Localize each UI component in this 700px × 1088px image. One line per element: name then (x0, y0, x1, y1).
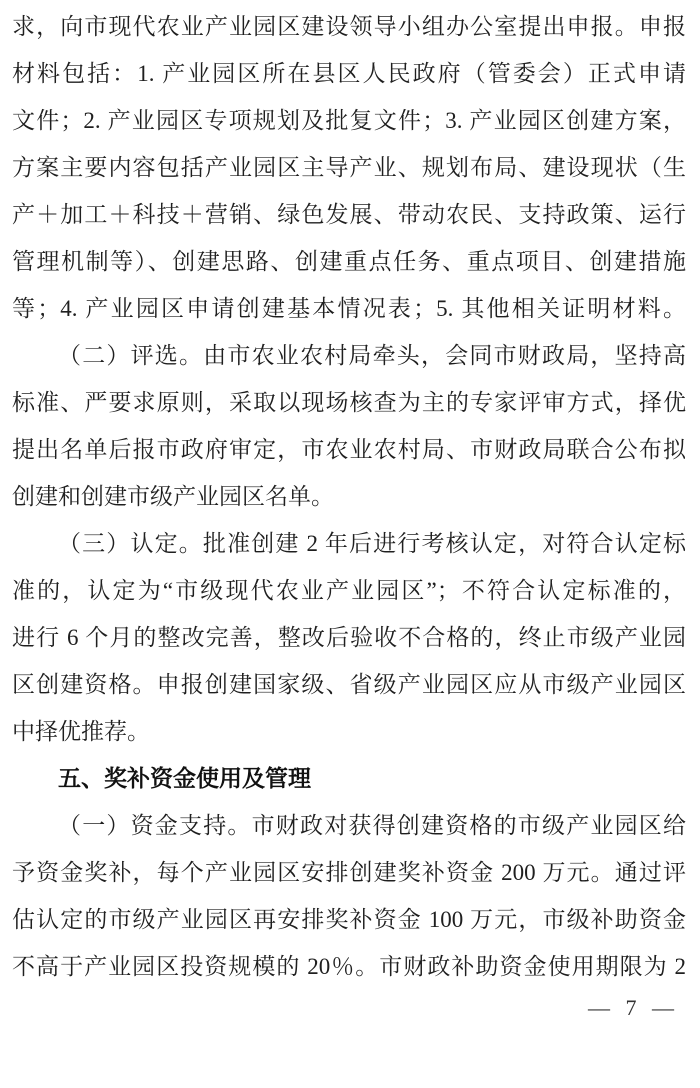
document-line: 产＋加工＋科技＋营销、绿色发展、带动农民、支持政策、运行 (12, 202, 686, 227)
document-line: 标准、严要求原则，采取以现场核查为主的专家评审方式，择优 (12, 390, 686, 415)
document-line: 不高于产业园区投资规模的 20％。市财政补助资金使用期限为 2 (12, 954, 686, 979)
document-line: 估认定的市级产业园区再安排奖补资金 100 万元，市级补助资金 (12, 907, 686, 932)
document-line: 方案主要内容包括产业园区主导产业、规划布局、建设现状（生 (12, 155, 686, 180)
document-line: 予资金奖补，每个产业园区安排创建奖补资金 200 万元。通过评 (12, 860, 686, 885)
document-line: 提出名单后报市政府审定，市农业农村局、市财政局联合公布拟 (12, 437, 686, 462)
document-line-paragraph-end: 中择优推荐。 (12, 719, 150, 744)
document-line-paragraph-end: 创建和创建市级产业园区名单。 (12, 484, 334, 509)
document-line: 材料包括：1. 产业园区所在县区人民政府（管委会）正式申请 (12, 61, 686, 86)
document-line-paragraph-start: （三）认定。批准创建 2 年后进行考核认定，对符合认定标 (58, 531, 686, 556)
document-line-paragraph-start: （一）资金支持。市财政对获得创建资格的市级产业园区给 (58, 813, 686, 838)
document-line: 准的，认定为“市级现代农业产业园区”；不符合认定标准的， (12, 578, 686, 603)
document-line: 管理机制等）、创建思路、创建重点任务、重点项目、创建措施 (12, 249, 686, 274)
document-line: 区创建资格。申报创建国家级、省级产业园区应从市级产业园区 (12, 672, 686, 697)
document-line: 等；4. 产业园区申请创建基本情况表；5. 其他相关证明材料。 (12, 296, 686, 321)
document-line-paragraph-start: （二）评选。由市农业农村局牵头，会同市财政局，坚持高 (58, 343, 686, 368)
page-number: — 7 — (588, 995, 674, 1020)
section-heading: 五、奖补资金使用及管理 (58, 765, 311, 791)
document-line: 文件；2. 产业园区专项规划及批复文件；3. 产业园区创建方案， (12, 108, 686, 133)
document-line: 求，向市现代农业产业园区建设领导小组办公室提出申报。申报 (12, 14, 686, 39)
document-text-block (12, 3, 686, 990)
document-line: 进行 6 个月的整改完善，整改后验收不合格的，终止市级产业园 (12, 625, 686, 650)
